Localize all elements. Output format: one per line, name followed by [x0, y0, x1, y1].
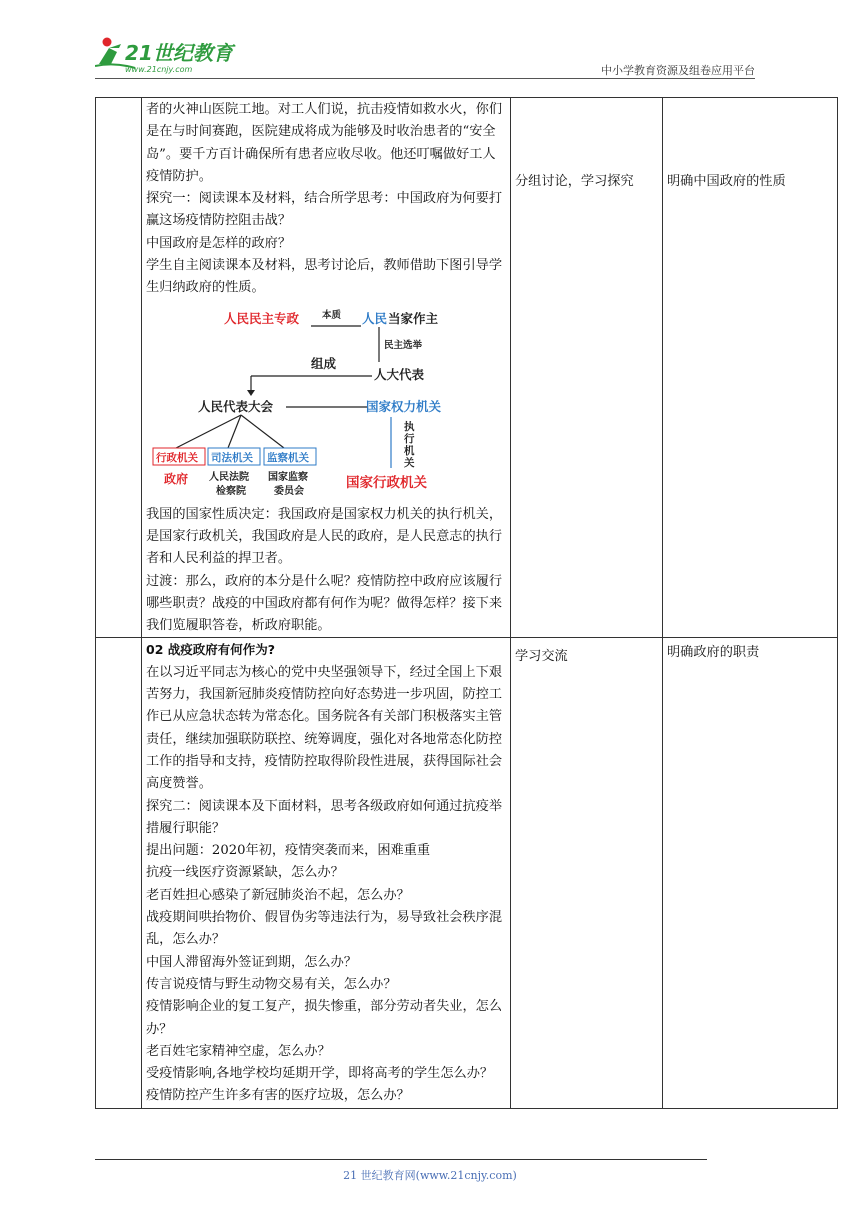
election-label: 民主选举: [384, 339, 423, 351]
dictatorship-label: 人民民主专政: [224, 310, 300, 326]
master-label: 当家作主: [388, 310, 439, 326]
table-row: [96, 638, 838, 1108]
goal-cell: 明确中国政府的性质: [663, 98, 838, 638]
court-label: 人民法院: [209, 471, 249, 483]
paragraph: 者的火神山医院工地。对工人们说，抗击疫情如救水火，你们是在与时间赛跑，医院建成将成为能够及时收治患者的“安全岛”。要千方百计确保所有患者应收尽收。他还叮嘱做好工人疫情防护。: [146, 102, 503, 184]
paragraph: 过渡：那么，政府的本分是什么呢？疫情防控中政府应该履行哪些职责？战疫的中国政府都有何作为呢？做得怎样？接下来我们览履职答卷，析政府职能。: [146, 573, 503, 634]
footer-text: 21 世纪教育网(www.21cnjy.com): [343, 1169, 517, 1182]
activity-cell: 学习交流: [511, 638, 663, 1108]
execute-char: 机: [404, 444, 415, 457]
paragraph: 中国政府是怎样的政府？: [146, 235, 292, 251]
paragraph: 战疫期间哄抬物价、假冒伪劣等违法行为，易导致社会秩序混乱，怎么办？: [146, 910, 503, 948]
paragraph: 疫情防控产生许多有害的医疗垃圾，怎么办？: [146, 1088, 410, 1104]
government-label: 政府: [164, 471, 189, 486]
admin-organ-label: 行政机关: [156, 451, 198, 464]
activity-cell: 分组讨论，学习探究: [511, 98, 663, 638]
paragraph: 老百姓担心感染了新冠肺炎治不起，怎么办？: [146, 887, 410, 903]
paragraph: 中国人滞留海外签证到期，怎么办？: [146, 954, 357, 970]
branch-line: [176, 415, 241, 448]
section-title: 02 战疫政府有何作为?: [146, 642, 275, 658]
paragraph: 学生自主阅读课本及材料，思考讨论后，教师借助下图引导学生归纳政府的性质。: [146, 258, 503, 296]
branch-line: [241, 415, 284, 448]
execute-char: 执: [404, 420, 415, 433]
procuratorate-label: 检察院: [216, 485, 246, 497]
paragraph: 传言说疫情与野生动物交易有关，怎么办？: [146, 976, 397, 992]
state-power-label: 国家权力机关: [366, 398, 442, 414]
commission-label: 委员会: [274, 485, 304, 497]
supervisory-organ-label: 监察机关: [267, 451, 309, 464]
svg-text:21世纪教育: 21世纪教育: [125, 41, 233, 65]
compose-label: 组成: [311, 355, 337, 371]
lesson-table: [95, 97, 838, 1109]
table-cell-empty: [96, 98, 142, 638]
judicial-organ-label: 司法机关: [211, 451, 253, 464]
paragraph: 疫情影响企业的复工复产，损失惨重，部分劳动者失业，怎么办？: [146, 999, 503, 1037]
execute-char: 行: [404, 432, 415, 445]
content-cell: [142, 638, 511, 1108]
paragraph: 抗疫一线医疗资源紧缺，怎么办？: [146, 865, 344, 881]
arrow-icon: [247, 390, 255, 396]
header-divider: [95, 78, 755, 79]
table-cell-empty: [96, 638, 142, 1108]
execute-char: 关: [404, 456, 415, 469]
content-cell: [142, 98, 511, 638]
essence-label: 本质: [322, 309, 342, 321]
logo-icon: [95, 34, 265, 74]
paragraph: 提出问题：2020年初，疫情突袭而来，困难重重: [146, 843, 431, 859]
paragraph: 我国的国家性质决定：我国政府是国家权力机关的执行机关，是国家行政机关，我国政府是人民的政府，是人民意志的执行者和人民利益的捍卫者。: [146, 506, 503, 567]
paragraph: 探究一：阅读课本及材料，结合所学思考：中国政府为何要打赢这场疫情防控阻击战？: [146, 191, 503, 229]
npc-deputies-label: 人大代表: [374, 366, 425, 382]
paragraph: 在以习近平同志为核心的党中央坚强领导下，经过全国上下艰苦努力，我国新冠肺炎疫情防控向好态势进一步巩固，防控工作已从应急状态转为常态化。国务院各有关部门积极落实主管责任，继续加强联防联控、统筹调度，强化对各地常态化防控工作的指导和支持，疫情防控取得阶段性进展，获得国际社会高度赞誉。: [146, 664, 503, 792]
platform-name: 中小学教育资源及组卷应用平台: [601, 64, 755, 77]
commission-label: 国家监察: [268, 471, 308, 483]
paragraph: 受疫情影响,各地学校均延期开学，即将高考的学生怎么办？: [146, 1066, 494, 1082]
table-row: [96, 98, 838, 638]
people-label: 人民: [362, 310, 388, 326]
congress-label: 人民代表大会: [198, 398, 274, 414]
svg-text:www.21cnjy.com: www.21cnjy.com: [125, 65, 193, 74]
paragraph: 探究二：阅读课本及下面材料，思考各级政府如何通过抗疫举措履行职能？: [146, 798, 503, 836]
government-nature-diagram: [146, 302, 446, 500]
paragraph: 老百姓宅家精神空虚，怎么办？: [146, 1043, 331, 1059]
goal-cell: 明确政府的职责: [663, 638, 838, 1108]
page-header: [95, 26, 755, 78]
state-admin-label: 国家行政机关: [346, 474, 427, 491]
footer-divider: [95, 1159, 707, 1160]
